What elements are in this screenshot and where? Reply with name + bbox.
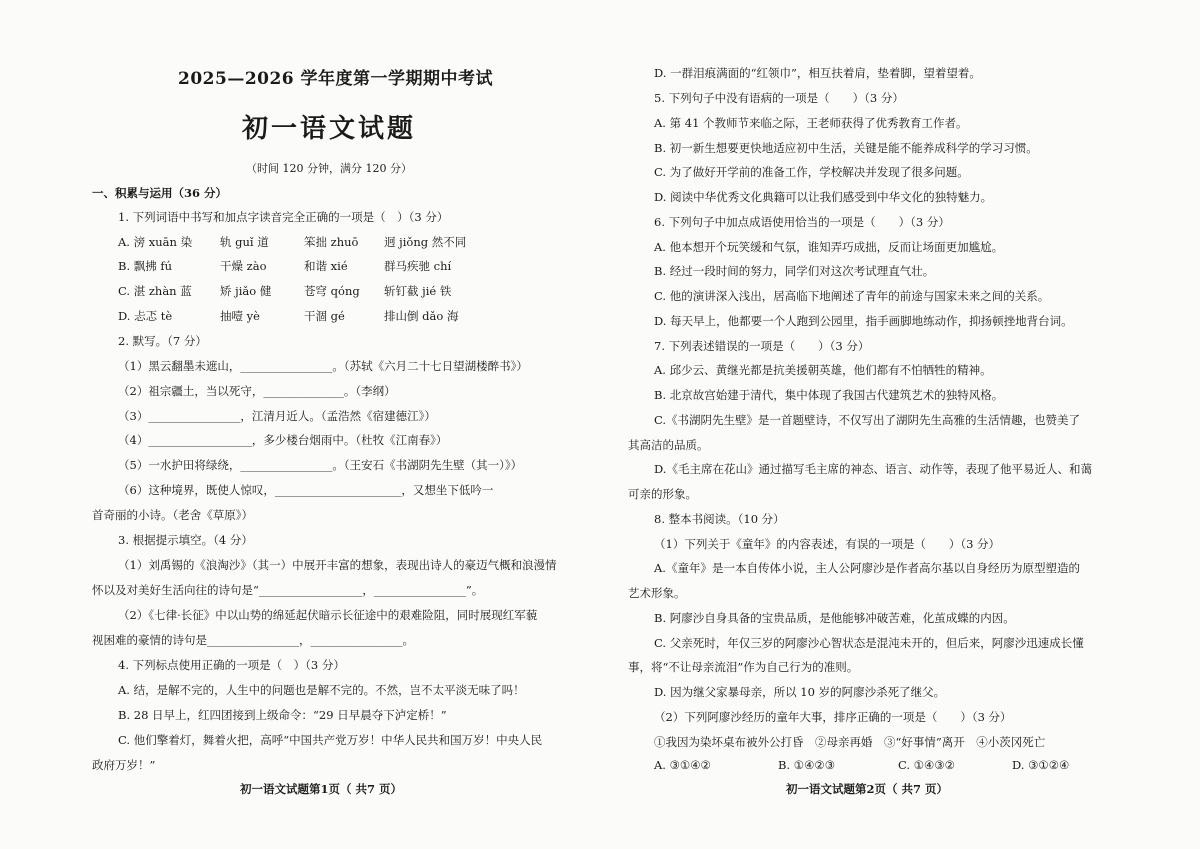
q8-sub-2: （2）下列阿廖沙经历的童年大事，排序正确的一项是（ ）（3 分） (654, 710, 1012, 724)
q8-events: ①我因为染坏桌布被外公打昏 ②母亲再婚 ③“好事情”离开 ④小茨冈死亡 (654, 735, 1046, 749)
question-1: 1. 下列词语中书写和加点字读音完全正确的一项是（ ）（3 分） (118, 210, 449, 224)
option-text: A. ③①④② (654, 758, 711, 772)
option-text: 群马疾驰 chí (384, 259, 452, 273)
q2-line: （5）一水护田将绿绕，________________。（王安石《书湖阴先生壁（其一）》） (118, 458, 523, 472)
page-footer: 初一语文试题第2页（ 共7 页） (786, 782, 949, 796)
q8-option: 艺术形象。 (628, 586, 686, 600)
q7-option: B. 北京故宫始建于清代，集中体现了我国古代建筑艺术的独特风格。 (654, 388, 1004, 402)
q3-line: 怀以及对美好生活向往的诗句是“__________________，________________”。 (92, 583, 484, 597)
option-text: A. 滂 xuān 染 (118, 235, 193, 249)
q6-option: D. 每天早上，他都要一个人跑到公园里，指手画脚地练动作，抑扬顿挫地背台词。 (654, 314, 1073, 328)
q7-option: A. 邱少云、黄继光都是抗美援朝英雄，他们都有不怕牺牲的精神。 (654, 363, 992, 377)
q2-line: 首奇丽的小诗。（老舍《草原》） (92, 508, 253, 522)
question-4: 4. 下列标点使用正确的一项是（ ）（3 分） (118, 658, 345, 672)
q8-option: A.《童年》是一本自传体小说，主人公阿廖沙是作者高尔基以自身经历为原型塑造的 (654, 561, 1080, 575)
page-footer: 初一语文试题第1页（ 共7 页） (240, 782, 403, 796)
option-text: 笨拙 zhuō (304, 235, 359, 249)
option-text: C. ①④③② (898, 758, 955, 772)
q5-option: B. 初一新生想要更快地适应初中生活，关键是能不能养成科学的学习习惯。 (654, 141, 1038, 155)
question-3: 3. 根据提示填空。（4 分） (118, 533, 253, 547)
option-text: C. 湛 zhàn 蓝 (118, 284, 192, 298)
q8-sub-1: （1）下列关于《童年》的内容表述，有误的一项是（ ）（3 分） (654, 537, 1001, 551)
option-text: 矫 jiǎo 健 (220, 284, 272, 298)
q8-option: B. 阿廖沙自身具备的宝贵品质，是他能够冲破苦难，化茧成蝶的内因。 (654, 611, 1015, 625)
q2-line: （6）这种境界，既使人惊叹，______________________，又想坐下低吟一 (118, 483, 494, 497)
q4-option: A. 结，是解不完的，人生中的问题也是解不完的。不然，岂不太平淡无味了吗！ (118, 683, 525, 697)
option-text: 排山倒 dǎo 海 (384, 309, 459, 323)
q4-option: C. 他们擎着灯，舞着火把，高呼“中国共产党万岁！中华人民共和国万岁！中央人民 (118, 733, 543, 747)
option-text: D. ③①②④ (1012, 758, 1070, 772)
q3-line: （2）《七律·长征》中以山势的绵延起伏暗示长征途中的艰难险阻，同时展现红军藐 (118, 608, 538, 622)
option-text: 苍穹 qóng (304, 284, 360, 298)
exam-time: （时间 120 分钟，满分 120 分） (246, 162, 412, 175)
question-6: 6. 下列句子中加点成语使用恰当的一项是（ ）（3 分） (654, 215, 950, 229)
q8-option: C. 父亲死时，年仅三岁的阿廖沙心智状态是混沌未开的，但后来，阿廖沙迅速成长懂 (654, 636, 1084, 650)
subject-title: 初一语文试题 (242, 114, 417, 144)
option-text: B. 飘拂 fú (118, 259, 173, 273)
q8-option: D. 因为继父家暴母亲，所以 10 岁的阿廖沙杀死了继父。 (654, 685, 946, 699)
q5-option: A. 第 41 个教师节来临之际，王老师获得了优秀教育工作者。 (654, 116, 968, 130)
q7-option: C.《书湖阴先生壁》是一首题壁诗，不仅写出了湖阴先生高雅的生活情趣，也赞美了 (654, 413, 1081, 427)
question-5: 5. 下列句子中没有语病的一项是（ ）（3 分） (654, 91, 904, 105)
exam-title: 2025—2026 学年度第一学期期中考试 (178, 69, 494, 89)
option-text: 迥 jiǒng 然不同 (384, 235, 467, 249)
q2-line: （4）__________________，多少楼台烟雨中。（杜牧《江南春》） (118, 433, 448, 447)
question-7: 7. 下列表述错误的一项是（ ）（3 分） (654, 339, 870, 353)
q6-option: A. 他本想开个玩笑缓和气氛，谁知弄巧成拙，反而让场面更加尴尬。 (654, 240, 1004, 254)
q3-line: 视困难的豪情的诗句是________________，________________。 (92, 633, 414, 647)
q4-option: B. 28 日早上，红四团接到上级命令：“29 日早晨夺下泸定桥！” (118, 708, 447, 722)
option-text: B. ①④②③ (778, 758, 836, 772)
q2-line: （1）黑云翻墨未遮山，________________。（苏轼《六月二十七日望湖楼醉书》） (118, 359, 528, 373)
option-text: 和谐 xié (304, 259, 348, 273)
q8-option: 事，将“不让母亲流泪”作为自己行为的准则。 (628, 660, 859, 674)
q3-line: （1）刘禹锡的《浪淘沙》（其一）中展开丰富的想象，表现出诗人的豪迈气概和浪漫情 (118, 558, 557, 572)
q7-option: D.《毛主席在花山》通过描写毛主席的神态、语言、动作等，表现了他平易近人、和蔼 (654, 462, 1092, 476)
option-text: 斩钉截 jié 铁 (384, 284, 452, 298)
q5-option: C. 为了做好开学前的准备工作，学校解决并发现了很多问题。 (654, 165, 969, 179)
q4-option: 政府万岁！” (92, 758, 156, 772)
q6-option: B. 经过一段时间的努力，同学们对这次考试理直气壮。 (654, 264, 935, 278)
question-2: 2. 默写。（7 分） (118, 334, 207, 348)
q7-option: 可亲的形象。 (628, 487, 697, 501)
q6-option: C. 他的演讲深入浅出，居高临下地阐述了青年的前途与国家未来之间的关系。 (654, 289, 1050, 303)
section-heading: 一、积累与运用（36 分） (92, 186, 228, 200)
q7-option: 其高洁的品质。 (628, 438, 709, 452)
option-text: D. 忐忑 tè (118, 309, 173, 323)
q5-option: D. 阅读中华优秀文化典籍可以让我们感受到中华文化的独特魅力。 (654, 190, 993, 204)
q2-line: （2）祖宗疆土，当以死守，______________。（李纲） (118, 384, 396, 398)
question-8: 8. 整本书阅读。（10 分） (654, 512, 785, 526)
option-text: 干燥 zào (220, 259, 267, 273)
option-text: 干涸 gé (304, 309, 345, 323)
q2-line: （3）________________，江清月近人。（孟浩然《宿建德江》） (118, 409, 436, 423)
text-line: D. 一群泪痕满面的“红领巾”，相互扶着肩，垫着脚，望着望着。 (654, 66, 981, 80)
option-text: 轨 guǐ 道 (220, 235, 269, 249)
option-text: 抽噎 yè (220, 309, 260, 323)
